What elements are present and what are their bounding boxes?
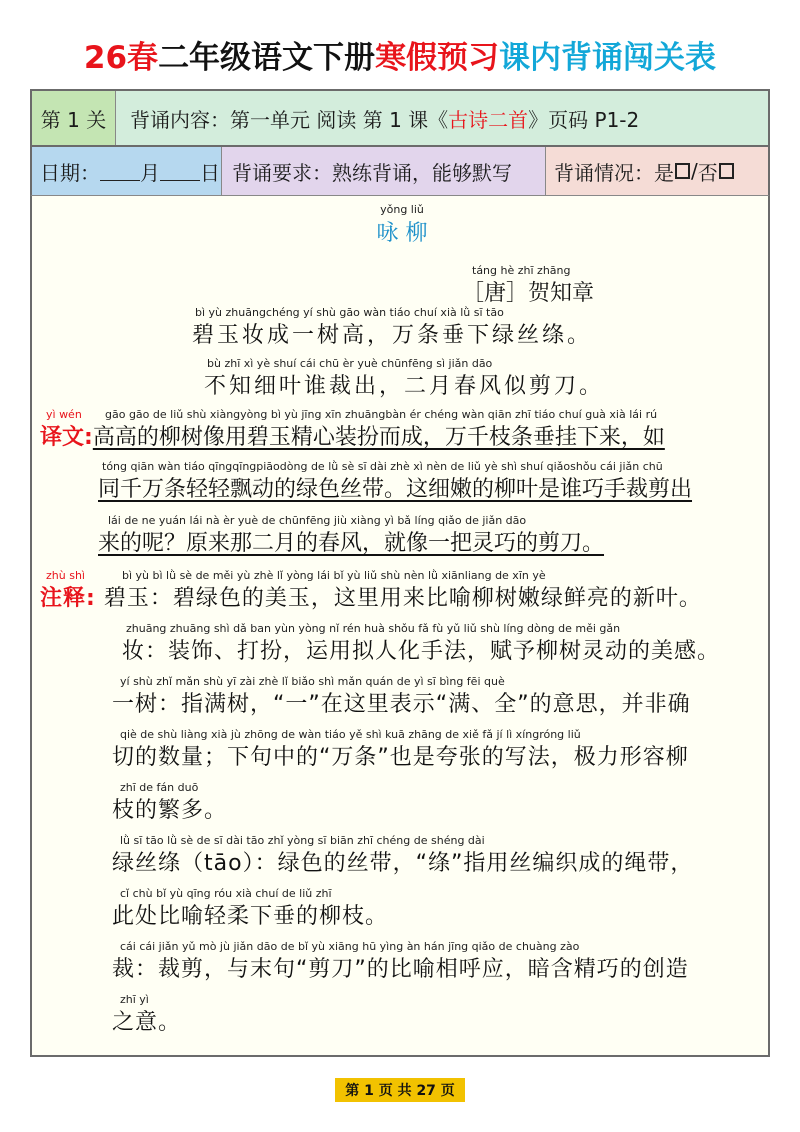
no-checkbox[interactable] xyxy=(719,163,734,179)
notes-label: 注释: xyxy=(40,586,96,611)
note-8: 裁：裁剪，与末句“剪刀”的比喻相呼应，暗含精巧的创造 xyxy=(112,957,689,982)
author-pinyin: táng hè zhī zhāng xyxy=(472,264,571,277)
content-prefix: 背诵内容：第一单元 阅读 第 1 课《 xyxy=(130,107,449,132)
month-blank[interactable] xyxy=(100,162,140,181)
requirement-cell: 背诵要求：熟练背诵，能够默写 xyxy=(222,147,546,195)
day-label: 日 xyxy=(200,160,220,185)
header-row-1 xyxy=(30,89,770,147)
note-2-pinyin: zhuāng zhuāng shì dǎ ban yùn yòng nǐ rén huà shǒu fǎ fù yǔ liǔ shù líng dòng de měi gǎn xyxy=(126,622,621,635)
title-part-2: 二年级语文下册 xyxy=(158,40,376,76)
date-label: 日期： xyxy=(40,160,100,185)
translation-text-1: 高高的柳树像用碧玉精心装扮而成，万千枝条垂挂下来，如 xyxy=(92,425,665,450)
title-part-1: 26春 xyxy=(83,40,159,76)
note-1-text: 碧玉：碧绿色的美玉，这里用来比喻柳树嫩绿鲜亮的新叶。 xyxy=(103,586,702,611)
translation-line-3: 来的呢？原来那二月的春风，就像一把灵巧的剪刀。 xyxy=(98,531,605,556)
note-1 xyxy=(40,581,702,612)
day-blank[interactable] xyxy=(160,162,200,181)
title-part-4: 课内背诵闯关表 xyxy=(499,40,717,76)
note-7-pinyin: cǐ chù bǐ yù qīng róu xià chuí de liǔ zhī xyxy=(120,887,332,900)
translation-line-1-pinyin: gāo gāo de liǔ shù xiàngyòng bì yù jīng xīn zhuāngbàn ér chéng wàn qiān zhī tiáo chuí guà xià lái rú xyxy=(105,408,658,421)
notes-label-pinyin: zhù shì xyxy=(46,569,85,582)
translation-line-1 xyxy=(40,420,665,451)
yes-checkbox[interactable] xyxy=(675,163,690,179)
status-cell xyxy=(546,147,768,195)
note-6: 绿丝绦（tāo）：绿色的丝带，“绦”指用丝编织成的绳带， xyxy=(112,851,694,876)
status-yes-label: 背诵情况：是 xyxy=(554,160,674,185)
page-number-badge: 第 1 页 共 27 页 xyxy=(335,1078,465,1102)
note-9: 之意。 xyxy=(112,1010,182,1035)
note-7: 此处比喻轻柔下垂的柳枝。 xyxy=(112,904,389,929)
poem-title: 咏 柳 xyxy=(376,221,428,246)
poem-line-2-pinyin: bù zhī xì yè shuí cái chū èr yuè chūnfēng sì jiǎn dāo xyxy=(207,357,493,370)
note-4: 切的数量；下句中的“万条”也是夸张的写法，极力形容柳 xyxy=(112,745,689,770)
content-cell xyxy=(116,91,768,145)
page-title xyxy=(0,32,800,77)
note-3: 一树：指满树，“一”在这里表示“满、全”的意思，并非确 xyxy=(112,692,691,717)
note-8-pinyin: cái cái jiǎn yǔ mò jù jiǎn dāo de bǐ yù xiāng hū yìng àn hán jīng qiǎo de chuàng zào xyxy=(120,940,580,953)
status-slash: / xyxy=(691,159,698,183)
translation-line-2-pinyin: tóng qiān wàn tiáo qīngqīngpiāodòng de lǜ sè sī dài zhè xì nèn de liǔ yè shì shuí qiǎoshǒu cái jiǎn chū xyxy=(102,460,663,473)
note-9-pinyin: zhī yì xyxy=(120,993,149,1006)
level-cell: 第 1 关 xyxy=(32,91,116,145)
note-3-pinyin: yí shù zhǐ mǎn shù yī zài zhè lǐ biǎo shì mǎn quán de yì sī bìng fēi què xyxy=(120,675,505,688)
date-cell xyxy=(32,147,222,195)
poem-line-1-pinyin: bì yù zhuāngchéng yí shù gāo wàn tiáo chuí xià lǜ sī tāo xyxy=(195,306,504,319)
poem-line-2: 不知细叶谁裁出，二月春风似剪刀。 xyxy=(204,374,605,399)
month-label: 月 xyxy=(140,160,160,185)
translation-label: 译文: xyxy=(40,425,93,450)
lesson-title: 古诗二首 xyxy=(448,107,529,132)
translation-label-pinyin: yì wén xyxy=(46,408,82,421)
translation-line-2: 同千万条轻轻飘动的绿色丝带。这细嫩的柳叶是谁巧手裁剪出 xyxy=(98,477,693,502)
poem-title-pinyin: yǒng liǔ xyxy=(380,203,424,216)
note-6-pinyin: lǜ sī tāo lǜ sè de sī dài tāo zhǐ yòng sī biān zhī chéng de shéng dài xyxy=(120,834,485,847)
title-part-3: 寒假预习 xyxy=(375,40,500,76)
note-5-pinyin: zhī de fán duō xyxy=(120,781,199,794)
note-4-pinyin: qiè de shù liàng xià jù zhōng de wàn tiáo yě shì kuā zhāng de xiě fǎ jí lì xíngróng liǔ xyxy=(120,728,581,741)
note-2: 妆：装饰、打扮，运用拟人化手法，赋予柳树灵动的美感。 xyxy=(122,639,721,664)
poem-author: ［唐］贺知章 xyxy=(462,281,595,306)
note-1-pinyin: bì yù bì lǜ sè de měi yù zhè lǐ yòng lái bǐ yù liǔ shù nèn lǜ xiānliang de xīn yè xyxy=(122,569,546,582)
content-panel xyxy=(30,196,770,1057)
poem-line-1: 碧玉妆成一树高，万条垂下绿丝绦。 xyxy=(192,323,593,348)
translation-line-3-pinyin: lái de ne yuán lái nà èr yuè de chūnfēng jiù xiàng yì bǎ líng qiǎo de jiǎn dāo xyxy=(108,514,527,527)
content-suffix: 》页码 P1-2 xyxy=(528,107,640,132)
note-5: 枝的繁多。 xyxy=(112,798,228,823)
header-row-2 xyxy=(30,147,770,196)
status-no-label: 否 xyxy=(697,160,718,185)
